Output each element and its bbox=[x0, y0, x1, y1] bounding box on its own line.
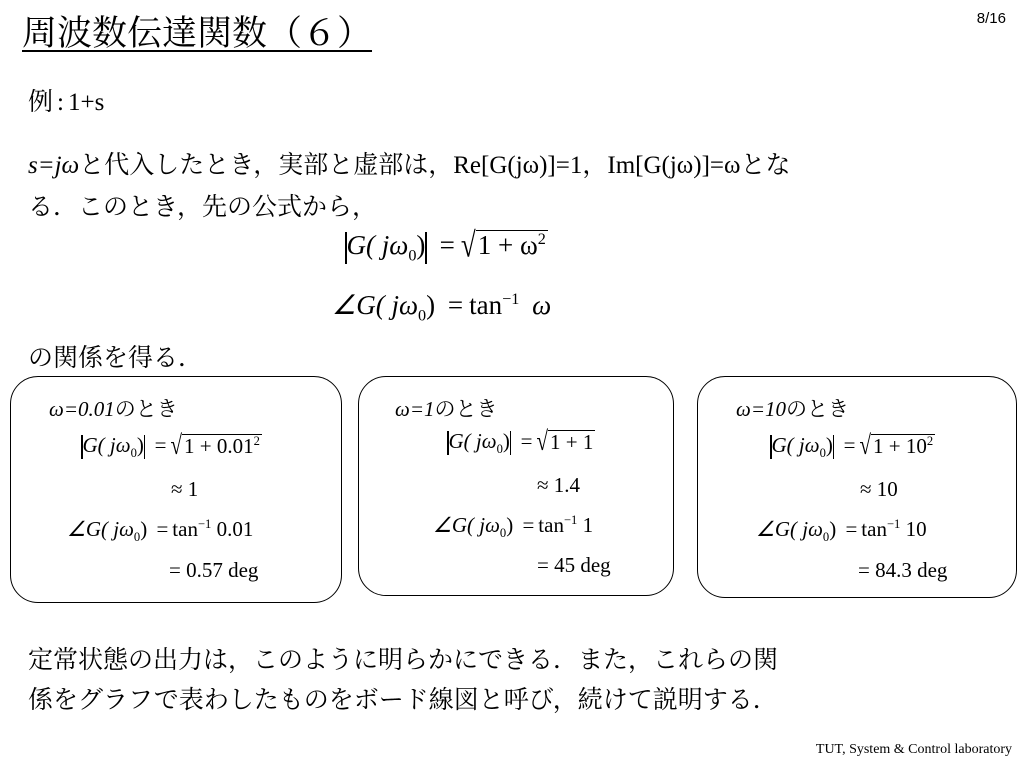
case-phase bbox=[756, 517, 927, 545]
para1-text-a: と代入したとき，実部と虚部は， bbox=[79, 150, 454, 179]
phase-sub: 0 bbox=[418, 306, 427, 325]
case-phase-arg: 0.01 bbox=[216, 517, 254, 541]
case-omega: ω=0.01 bbox=[49, 397, 115, 421]
case-mag-lhs: G( jω bbox=[448, 429, 497, 453]
example-colon: : bbox=[57, 89, 64, 116]
case-phase bbox=[67, 517, 253, 545]
s-eq-jw: s=jω bbox=[28, 152, 80, 179]
paragraph-relation: の関係を得る． bbox=[28, 343, 204, 372]
case-box-omega-1 bbox=[358, 376, 674, 596]
mag-lhs: G( jω bbox=[346, 230, 409, 260]
case-magnitude bbox=[770, 429, 935, 461]
case-phase-arg: 10 bbox=[905, 517, 927, 541]
case-phase-lhs: ∠G( jω bbox=[433, 513, 500, 537]
case-phase-lhs: ∠G( jω bbox=[67, 517, 134, 541]
case-phase-fn: tan bbox=[538, 513, 564, 537]
mag-sqrt: 1 + ω bbox=[477, 230, 538, 261]
mag-close: ) bbox=[416, 230, 426, 260]
page-title: 周波数伝達関数（６） bbox=[22, 14, 373, 54]
case-mag-eq: = bbox=[154, 433, 167, 457]
case-mag-eq: = bbox=[520, 429, 533, 453]
case-approx: ≈ 10 bbox=[860, 477, 898, 501]
footer-credit: TUT, System & Control laboratory bbox=[815, 742, 1012, 757]
case-box-omega-10 bbox=[697, 376, 1017, 598]
page-number: 8/16 bbox=[976, 10, 1006, 27]
case-header bbox=[395, 393, 498, 423]
case-phase-close: ) bbox=[140, 517, 148, 541]
case-magnitude bbox=[447, 425, 595, 457]
example-expr: 1+s bbox=[67, 89, 105, 116]
case-header bbox=[736, 393, 849, 423]
case-phase-lhs: ∠G( jω bbox=[756, 517, 823, 541]
case-omega: ω=10 bbox=[736, 397, 786, 421]
case-phase-sub: 0 bbox=[133, 530, 141, 545]
case-phase-sub: 0 bbox=[822, 530, 830, 545]
phase-fn: tan bbox=[469, 290, 503, 320]
case-phase-fn: tan bbox=[172, 517, 198, 541]
case-phase-result: = 45 deg bbox=[537, 553, 611, 577]
case-mag-close: ) bbox=[136, 433, 144, 457]
case-phase-eq: = bbox=[845, 517, 858, 541]
case-magnitude bbox=[81, 429, 262, 461]
case-mag-sqrt: 1 + 0.01 bbox=[184, 433, 254, 458]
example-label: 例 bbox=[28, 87, 54, 116]
phase-formula bbox=[332, 290, 551, 325]
case-phase-eq: = bbox=[522, 513, 535, 537]
case-phase-sup: −1 bbox=[197, 517, 212, 531]
case-mag-sqrt: 1 + 10 bbox=[873, 433, 927, 458]
case-mag-close: ) bbox=[825, 433, 833, 457]
phase-eq: = bbox=[447, 290, 464, 320]
case-suffix: のとき bbox=[434, 397, 498, 421]
conclusion-line-2: 係をグラフで表わしたものをボード線図と呼び，続けて説明する． bbox=[28, 685, 778, 714]
paragraph-substitution bbox=[28, 145, 790, 181]
sqrt-icon: √ bbox=[170, 429, 182, 461]
phase-lhs: ∠G( jω bbox=[332, 290, 419, 320]
case-phase-sub: 0 bbox=[499, 526, 507, 541]
case-mag-lhs: G( jω bbox=[82, 433, 131, 457]
sqrt-icon: √ bbox=[460, 225, 476, 265]
case-mag-sub: 0 bbox=[130, 446, 137, 461]
case-mag-sup: 2 bbox=[253, 433, 260, 448]
phase-close: ) bbox=[426, 290, 436, 320]
case-phase-sup: −1 bbox=[886, 517, 901, 531]
para1-text-b: とな bbox=[740, 150, 791, 179]
imag-part-expr: Im[G(jω)]=ω bbox=[607, 152, 741, 179]
case-omega: ω=1 bbox=[395, 397, 435, 421]
case-phase-sup: −1 bbox=[563, 513, 578, 527]
conclusion-line-1: 定常状態の出力は，このように明らかにできる．また，これらの関 bbox=[28, 645, 779, 674]
case-header bbox=[49, 393, 178, 423]
case-phase-result: = 84.3 deg bbox=[858, 558, 948, 582]
sqrt-icon: √ bbox=[859, 429, 871, 461]
para1-sep: ， bbox=[582, 150, 608, 179]
case-mag-close: ) bbox=[502, 429, 510, 453]
case-box-omega-0-01 bbox=[10, 376, 342, 603]
case-phase-close: ) bbox=[506, 513, 514, 537]
case-approx: ≈ 1 bbox=[171, 477, 199, 501]
mag-eq: = bbox=[439, 230, 455, 260]
case-phase-result: = 0.57 deg bbox=[169, 558, 259, 582]
case-mag-eq: = bbox=[843, 433, 856, 457]
paragraph-substitution-line2: る．このとき，先の公式から， bbox=[28, 192, 378, 221]
example-line bbox=[28, 82, 104, 118]
case-phase-fn: tan bbox=[861, 517, 887, 541]
sqrt-icon: √ bbox=[536, 425, 548, 457]
mag-sup: 2 bbox=[537, 230, 546, 249]
case-mag-sub: 0 bbox=[819, 446, 826, 461]
case-phase-arg: 1 bbox=[582, 513, 594, 537]
mag-sub: 0 bbox=[408, 246, 417, 265]
magnitude-formula bbox=[345, 225, 548, 265]
case-phase-eq: = bbox=[156, 517, 169, 541]
case-approx: ≈ 1.4 bbox=[537, 473, 581, 497]
case-mag-sup: 2 bbox=[926, 433, 934, 448]
phase-arg: ω bbox=[532, 290, 552, 320]
case-phase bbox=[433, 513, 593, 541]
case-suffix: のとき bbox=[786, 397, 849, 421]
case-suffix: のとき bbox=[114, 397, 178, 421]
case-mag-sqrt: 1 + 1 bbox=[550, 429, 594, 454]
case-phase-close: ) bbox=[829, 517, 837, 541]
real-part-expr: Re[G(jω)]=1 bbox=[453, 152, 583, 179]
phase-sup: −1 bbox=[502, 290, 520, 308]
case-mag-lhs: G( jω bbox=[771, 433, 820, 457]
case-mag-sub: 0 bbox=[496, 442, 503, 457]
